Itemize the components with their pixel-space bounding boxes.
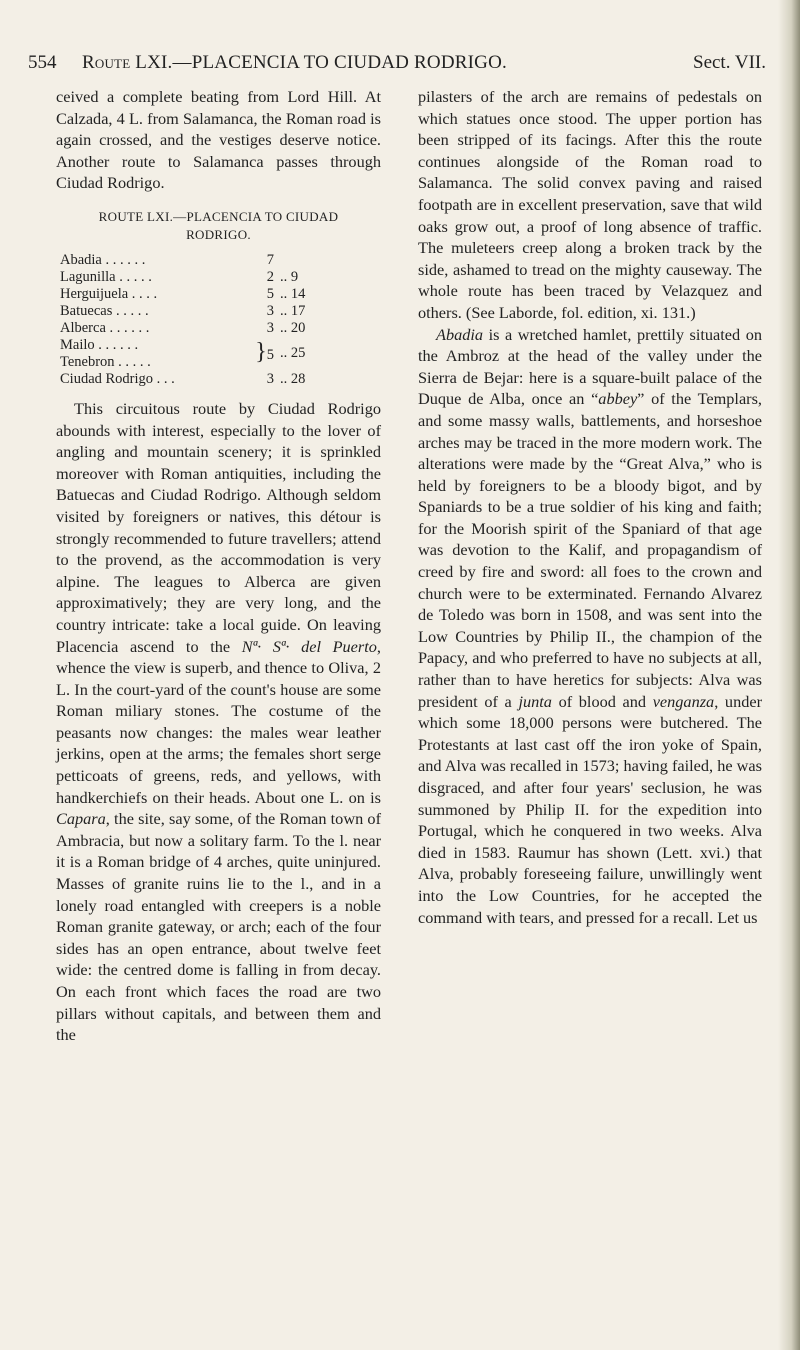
right-column: [418, 86, 762, 928]
route-distance: 3: [266, 319, 274, 336]
table-row: [60, 269, 340, 286]
route-title-line-2: RODRIGO.: [186, 226, 251, 242]
text-run: is a wretched hamlet, prettily situated on the Ambroz at the head of the valley under the Sierra de Bejar: here is a square-built palace of the Duque de Alba, once an “: [418, 324, 762, 409]
italic-place-name: Nª· Sª· del Puerto: [241, 636, 377, 656]
route-cumulative: .. 25: [280, 345, 306, 362]
brace-glyph: }: [255, 338, 267, 365]
text-run: , under which some 18,000 persons were butchered. The Protestants at last cast off the iron yoke of Spain, and Alva was recalled in 1573; having failed, he was disgraced, and after four years' seclusion, he was summoned by Philip II. for the expedition into Portugal, which he conquered in two weeks. Alva died in 1583. Raumur has shown (Lett. xvi.) that Alva, probably foreseeing failure, unwillingly went into the Low Countries, for he accepted the command with tears, and pressed for a recall. Let us: [418, 691, 762, 927]
running-header: [28, 50, 768, 76]
route-place: Mailo . . . . . .: [60, 336, 139, 353]
table-row: [60, 252, 340, 269]
route-cumulative: .. 9: [280, 268, 299, 285]
route-distance: 3: [266, 370, 274, 387]
left-paragraph-2: [56, 398, 381, 1046]
route-cumulative: .. 14: [280, 285, 306, 302]
route-table-title: [56, 208, 381, 244]
text-run: This circuitous route by Ciudad Rodrigo abounds with interest, especially to the lover of angling and mountain scenery; it is sprinkled moreover with Roman antiquities, including the Batuecas and Ciudad Rodrigo. Although seldom visited by foreigners or natives, this détour is strongly recommended to future travellers; attend to the provend, as the accommodation is very alpine. The leagues to Alberca are given approximatively; they are very long, and the country intricate: take a local guide. On leaving Placencia ascend to the: [56, 398, 381, 656]
route-cumulative: .. 17: [280, 302, 306, 319]
route-title-line-1: ROUTE LXI.—PLACENCIA TO CIUDAD: [98, 208, 339, 224]
table-row: [60, 371, 340, 388]
italic-word: abbey: [598, 389, 638, 409]
left-column: [56, 86, 381, 1046]
text-run: ” of the Templars, and some massy walls, battlements, and horseshoe arches may be traced in the more modern work. The alterations were made by the “Great Alva,” who is held by foreigners to be a bloody bigot, and by Spaniards to be a true soldier of his king and faith; for the Moorish spirit of the Spaniard of that age was devotion to the Kalif, and propagandism of creed by fire and sword: all foes to the crown and church were to be exterminated. Fernando Alvarez de Toledo was born in 1508, and was sent into the Low Countries by Philip II., the champion of the Papacy, and who preferred to have no subjects at all, rather than to have heretics for subjects: Alva was president of a: [418, 389, 762, 711]
text-run: , the site, say some, of the Roman town of Ambracia, but now a solitary farm. To the l. near it is a Roman bridge of 4 arches, quite uninjured. Masses of granite ruins lie to the l., and in a lonely road entangled with creepers is a noble Roman granite gateway, or arch; each of the four sides has an open entrance, about twelve feet wide: the centred dome is falling in from decay. On each front which faces the road are two pillars without capitals, and between them and the: [56, 809, 381, 1045]
text-run: of blood and: [551, 691, 653, 711]
route-place: Tenebron . . . . .: [60, 353, 151, 370]
route-distance: 5: [266, 285, 274, 302]
route-distance: 2: [266, 268, 274, 285]
text-run: , whence the view is superb, and thence to Oliva, 2 L. In the court-yard of the count's house are some Roman miliary stones. The costume of the peasants now changes: the males wear leather jerkins, open at the arms; the females short serge petticoats of greens, reds, and yellows, with handkerchiefs on their heads. About one L. on is: [56, 636, 381, 807]
route-table: [60, 252, 340, 388]
route-place: Ciudad Rodrigo . . .: [60, 370, 175, 387]
table-row: [60, 303, 340, 320]
italic-place-name: Capara: [56, 809, 106, 829]
page-edge-shadow: [778, 0, 800, 1350]
route-place: Alberca . . . . . .: [60, 319, 150, 336]
italic-place-name: Abadia: [436, 324, 484, 344]
route-place: Lagunilla . . . . .: [60, 268, 152, 285]
running-title-rest: LXI.—PLACENCIA TO CIUDAD RODRIGO.: [130, 52, 507, 73]
route-cumulative: [280, 252, 340, 269]
section-label: Sect. VII.: [693, 52, 766, 73]
italic-word: venganza: [652, 691, 715, 711]
right-paragraph-1: pilasters of the arch are remains of pedestals on which statues once stood. The upper portion has been stripped of its facings. After this the route continues alongside of the Roman road to Salamanca. The solid convex paving and raised footpath are in excellent preservation, save that wild oaks grow out, a proof of long absence of traffic. The muleteers creep along a broken track by the side, ashamed to tread on the mighty causeway. The whole route has been traced by Velazquez and others. (See Laborde, fol. edition, xi. 131.): [418, 87, 762, 322]
page-number: 554: [28, 52, 57, 73]
route-distance: 5: [266, 346, 274, 363]
right-paragraph-2: [418, 324, 762, 929]
route-distance-braced: [248, 337, 280, 371]
left-paragraph-1: ceived a complete beating from Lord Hill. At Calzada, 4 L. from Salamanca, the Roman road is again crossed, and the vestiges deserve notice. Another route to Salamanca passes through Ciudad Rodrigo.: [56, 87, 381, 193]
table-row: [60, 337, 340, 354]
route-distance: 3: [266, 302, 274, 319]
route-place: Herguijuela . . . .: [60, 285, 158, 302]
table-row: [60, 320, 340, 337]
running-title-route: Route: [82, 52, 131, 73]
italic-word: junta: [518, 691, 552, 711]
route-cumulative: .. 20: [280, 319, 306, 336]
route-place: Abadia . . . . . .: [60, 251, 146, 268]
route-cumulative: .. 28: [280, 370, 306, 387]
running-title: [82, 50, 507, 76]
route-place: Batuecas . . . . .: [60, 302, 149, 319]
table-row: [60, 286, 340, 303]
route-distance: 7: [266, 251, 274, 268]
